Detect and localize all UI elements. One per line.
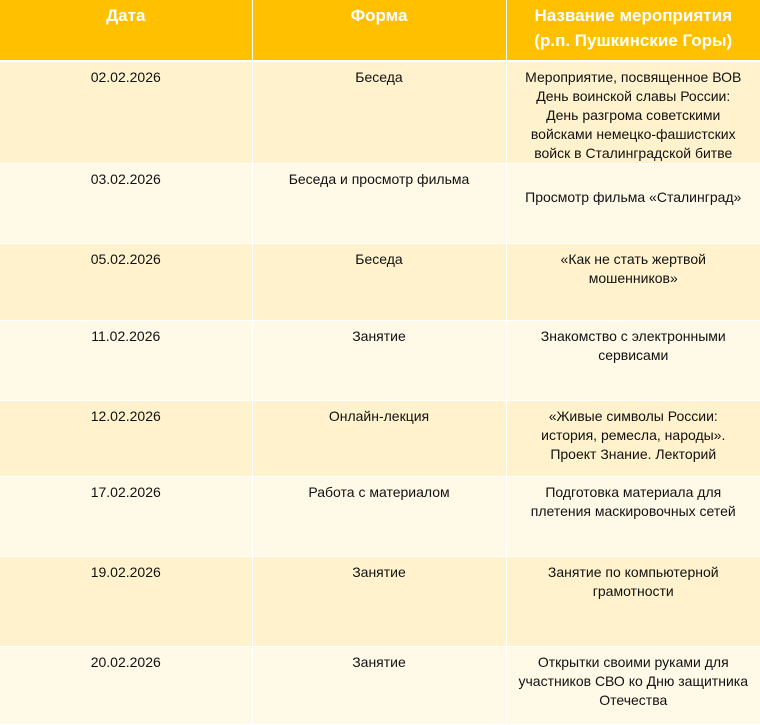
header-date: Дата <box>0 0 252 61</box>
table-row <box>0 244 760 321</box>
event-name-line: грамотности <box>592 583 674 599</box>
cell-date: 03.02.2026 <box>0 164 252 244</box>
cell-date: 19.02.2026 <box>0 557 252 647</box>
event-name-line: мошенников» <box>588 270 678 286</box>
table-row <box>0 61 760 164</box>
event-name-line: День разгрома советскими <box>546 107 721 123</box>
cell-event-name <box>506 164 760 244</box>
event-name-line: Открытки своими руками для <box>537 654 729 670</box>
cell-date: 11.02.2026 <box>0 321 252 401</box>
event-name-line: Просмотр фильма «Сталинград» <box>525 189 742 205</box>
event-name-line: сервисами <box>598 347 669 363</box>
table-row <box>0 477 760 557</box>
table-row <box>0 647 760 725</box>
cell-event-name <box>506 61 760 164</box>
cell-date: 05.02.2026 <box>0 244 252 321</box>
cell-date: 17.02.2026 <box>0 477 252 557</box>
cell-event-name <box>506 557 760 647</box>
event-name-line: история, ремесла, народы». <box>541 427 726 443</box>
cell-event-name <box>506 244 760 321</box>
header-event-name <box>506 0 760 61</box>
table-row <box>0 164 760 244</box>
event-name-line: Знакомство с электронными <box>540 328 726 344</box>
cell-form: Занятие <box>252 321 506 401</box>
cell-event-name <box>506 401 760 477</box>
cell-form: Беседа и просмотр фильма <box>252 164 506 244</box>
cell-date: 12.02.2026 <box>0 401 252 477</box>
event-name-line: войсками немецко-фашистских <box>530 126 736 142</box>
table-row <box>0 557 760 647</box>
table-row <box>0 321 760 401</box>
header-event-name-line2: (р.п. Пушкинские Горы) <box>534 31 733 50</box>
cell-event-name <box>506 647 760 725</box>
cell-form: Работа с материалом <box>252 477 506 557</box>
table-header <box>0 0 760 61</box>
event-name-line: Отечества <box>599 692 668 708</box>
cell-form: Занятие <box>252 557 506 647</box>
event-name-line: Подготовка материала для <box>545 484 722 500</box>
cell-form: Онлайн-лекция <box>252 401 506 477</box>
cell-event-name <box>506 321 760 401</box>
cell-form: Беседа <box>252 244 506 321</box>
header-form: Форма <box>252 0 506 61</box>
event-name-line: Мероприятие, посвященное ВОВ <box>525 69 742 85</box>
cell-form: Занятие <box>252 647 506 725</box>
cell-event-name <box>506 477 760 557</box>
event-name-line: «Как не стать жертвой <box>560 251 706 267</box>
event-name-line: войск в Сталинградской битве <box>534 145 733 161</box>
event-name-line: «Живые символы России: <box>548 408 718 424</box>
cell-form: Беседа <box>252 61 506 164</box>
event-name-line: Занятие по компьютерной <box>547 564 719 580</box>
table-body <box>0 61 760 725</box>
header-row <box>0 0 760 61</box>
header-event-name-line1: Название мероприятия <box>534 6 732 25</box>
cell-date: 20.02.2026 <box>0 647 252 725</box>
event-name-line: Проект Знание. Лекторий <box>550 446 717 462</box>
event-name-line: День воинской славы России: <box>536 88 731 104</box>
event-name-line: участников СВО ко Дню защитника <box>518 673 748 689</box>
table-row <box>0 401 760 477</box>
cell-date: 02.02.2026 <box>0 61 252 164</box>
event-name-line: плетения маскировочных сетей <box>530 503 736 519</box>
